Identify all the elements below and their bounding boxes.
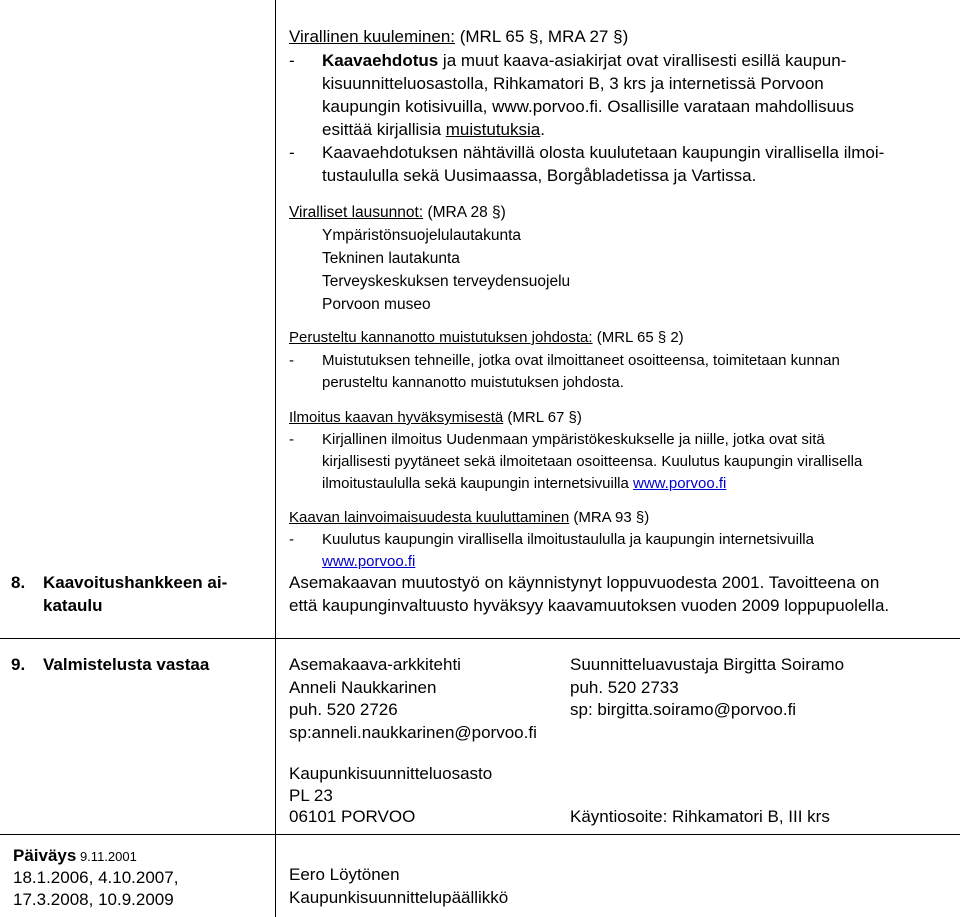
legal-force-line1: Kuulutus kaupungin virallisella ilmoitustaululla ja kaupungin internetsivuilla bbox=[322, 531, 814, 548]
date-line3: 17.3.2008, 10.9.2009 bbox=[13, 890, 174, 909]
department-po-box: PL 23 bbox=[289, 786, 333, 805]
approval-notice-line1: Kirjallinen ilmoitus Uudenmaan ympäristökeskukselle ja niille, jotka ovat sitä bbox=[322, 431, 825, 448]
department-name: Kaupunkisuunnitteluosasto bbox=[289, 764, 493, 783]
porvoo-website-link[interactable]: www.porvoo.fi bbox=[633, 475, 727, 492]
official-hearing-heading bbox=[289, 28, 628, 45]
section-9-title: Valmistelusta vastaa bbox=[43, 655, 210, 674]
statement-item: Porvoon museo bbox=[322, 296, 431, 313]
reasoned-opinion-heading: Perusteltu kannanotto muistutuksen johdosta: (MRL 65 § 2) bbox=[289, 329, 684, 346]
objections-link-text: muistutuksia bbox=[445, 120, 541, 139]
hearing-item1-line3: kaupungin kotisivuilla, www.porvoo.fi. Osallisille varataan mahdollisuus bbox=[322, 97, 854, 116]
date-first: 9.11.2001 bbox=[76, 849, 137, 864]
legal-force-title: Kaavan lainvoimaisuudesta kuuluttaminen bbox=[289, 509, 570, 526]
plan-proposal-bold: Kaavaehdotus bbox=[322, 51, 439, 70]
statement-item: Ympäristönsuojelulautakunta bbox=[322, 227, 522, 244]
reasoned-opinion-line1: Muistutuksen tehneille, jotka ovat ilmoittaneet osoitteensa, toimitetaan kunnan bbox=[322, 352, 840, 369]
contact-right-name: Suunnitteluavustaja Birgitta Soiramo bbox=[570, 655, 845, 674]
contact-left-title: Asemakaava-arkkitehti bbox=[289, 655, 461, 674]
date-line1 bbox=[13, 847, 137, 865]
left-column-divider bbox=[275, 0, 276, 917]
approval-notice-heading: Ilmoitus kaavan hyväksymisestä (MRL 67 §) bbox=[289, 409, 582, 426]
contact-right-email: sp: birgitta.soiramo@porvoo.fi bbox=[570, 700, 797, 719]
hearing-item1-line1: Kaavaehdotus ja muut kaava-asiakirjat ovat virallisesti esillä kaupun- bbox=[322, 51, 847, 70]
row-divider-8-9 bbox=[0, 638, 960, 639]
visiting-address: Käyntiosoite: Rihkamatori B, III krs bbox=[570, 807, 830, 826]
hearing-item1-line2: kisuunnitteluosastolla, Rihkamatori B, 3 krs ja internetissä Porvoon bbox=[322, 74, 824, 93]
bullet-dash: - bbox=[289, 143, 295, 162]
porvoo-website-link[interactable]: www.porvoo.fi bbox=[322, 553, 416, 570]
hearing-item1-line4: esittää kirjallisia muistutuksia. bbox=[322, 120, 545, 139]
section-8-number: 8. bbox=[11, 573, 26, 592]
statements-title: Viralliset lausunnot: bbox=[289, 204, 424, 221]
contact-left-phone: puh. 520 2726 bbox=[289, 700, 398, 719]
section-9-number: 9. bbox=[11, 655, 26, 674]
reasoned-opinion-line2: perusteltu kannanotto muistutuksen johdosta. bbox=[322, 374, 624, 391]
schedule-text-line1: Asemakaavan muutostyö on käynnistynyt loppuvuodesta 2001. Tavoitteena on bbox=[289, 573, 880, 592]
section-8-title-line1: Kaavoitushankkeen ai- bbox=[43, 573, 228, 592]
statement-item: Terveyskeskuksen terveydensuojelu bbox=[322, 273, 571, 290]
official-hearing-title: Virallinen kuuleminen: bbox=[289, 27, 456, 46]
legal-force-link-line bbox=[322, 554, 415, 569]
hearing-item2-line1: Kaavaehdotuksen nähtävillä olosta kuulutetaan kaupungin virallisella ilmoi- bbox=[322, 143, 885, 162]
official-hearing-ref: (MRL 65 §, MRA 27 §) bbox=[455, 27, 629, 46]
department-postal: 06101 PORVOO bbox=[289, 807, 416, 826]
approval-notice-line3: ilmoitustaululla sekä kaupungin internetsivuilla www.porvoo.fi bbox=[322, 475, 727, 492]
legal-force-heading: Kaavan lainvoimaisuudesta kuuluttaminen (MRA 93 §) bbox=[289, 509, 650, 526]
approval-notice-line2: kirjallisesti pyytäneet sekä ilmoitetaan osoitteensa. Kuulutus kaupungin virallisella bbox=[322, 453, 863, 470]
approval-notice-title: Ilmoitus kaavan hyväksymisestä bbox=[289, 409, 504, 426]
statements-heading: Viralliset lausunnot: (MRA 28 §) bbox=[289, 204, 506, 221]
date-label: Päiväys bbox=[13, 846, 77, 865]
bullet-dash: - bbox=[289, 352, 294, 369]
bullet-dash: - bbox=[289, 531, 294, 548]
contact-left-name: Anneli Naukkarinen bbox=[289, 678, 437, 697]
signer-name: Eero Löytönen bbox=[289, 865, 400, 884]
schedule-text-line2: että kaupunginvaltuusto hyväksyy kaavamuutoksen vuoden 2009 loppupuolella. bbox=[289, 596, 890, 615]
reasoned-opinion-title: Perusteltu kannanotto muistutuksen johdosta: bbox=[289, 329, 593, 346]
section-8-title-line2: kataulu bbox=[43, 596, 103, 615]
statement-item: Tekninen lautakunta bbox=[322, 250, 460, 267]
signer-title: Kaupunkisuunnittelupäällikkö bbox=[289, 888, 509, 907]
contact-right-phone: puh. 520 2733 bbox=[570, 678, 679, 697]
date-line2: 18.1.2006, 4.10.2007, bbox=[13, 868, 179, 887]
bullet-dash: - bbox=[289, 431, 294, 448]
contact-left-email: sp:anneli.naukkarinen@porvoo.fi bbox=[289, 723, 537, 742]
row-divider-9-footer bbox=[0, 834, 960, 835]
bullet-dash: - bbox=[289, 51, 295, 70]
hearing-item2-line2: tustaululla sekä Uusimaassa, Borgåbladetissa ja Vartissa. bbox=[322, 166, 757, 185]
